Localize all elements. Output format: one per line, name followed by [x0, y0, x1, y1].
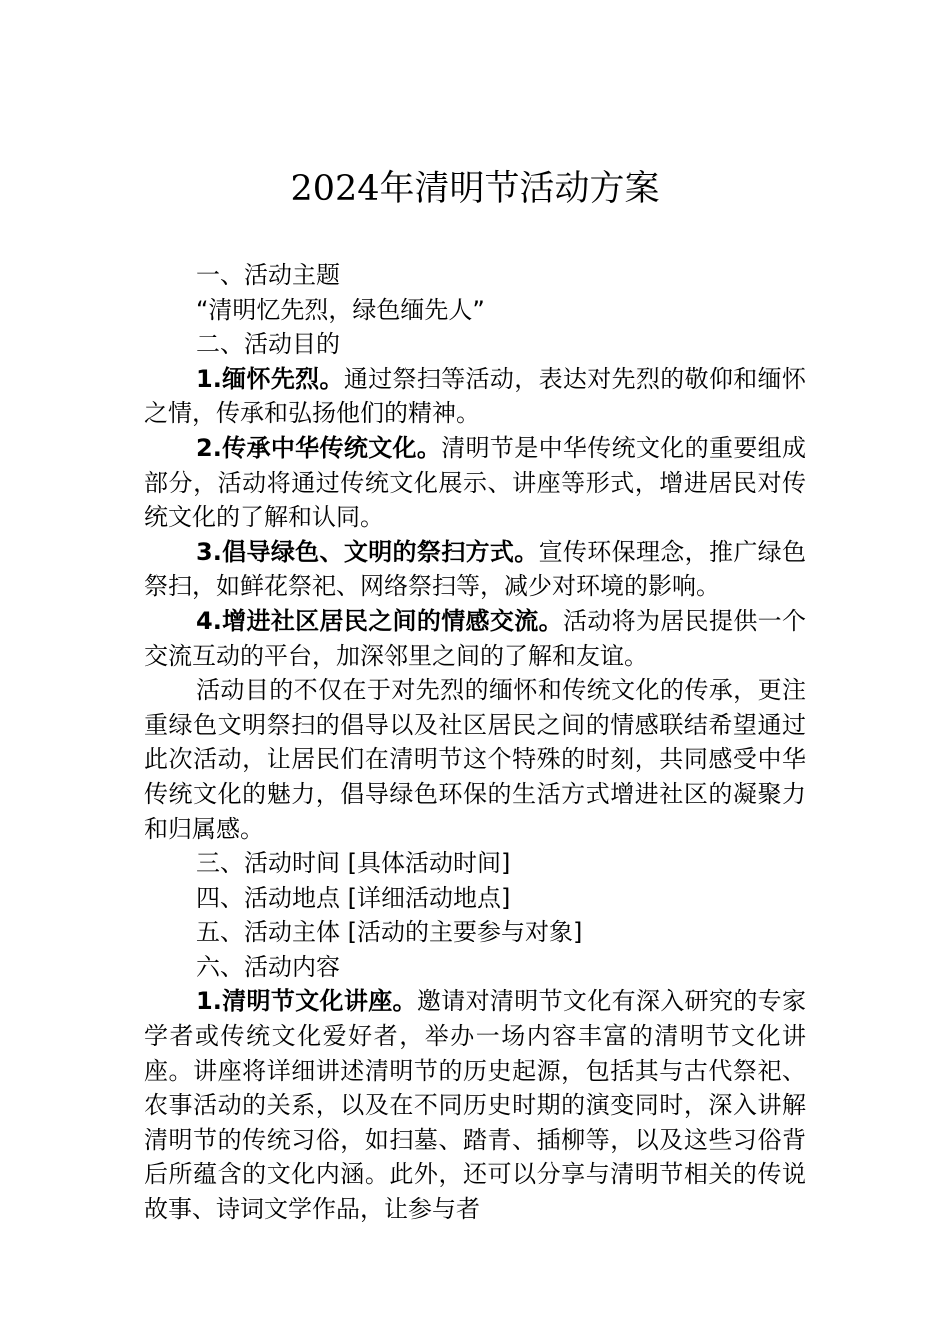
document-title: 2024年清明节活动方案	[290, 169, 660, 209]
paragraph-text: 宣传环保理念，推广绿色祭扫，如鲜花祭祀、网络祭扫等，减少对环境的影响。	[144, 537, 806, 601]
paragraph	[144, 327, 806, 362]
paragraph-bold-lead: 2.传承中华传统文化。	[196, 433, 442, 462]
paragraph-text: 二、活动目的	[196, 330, 340, 359]
paragraph-text: 邀请对清明节文化有深入研究的专家学者或传统文化爱好者，举办一场内容丰富的清明节文化讲座。讲座将详细讲述清明节的历史起源，包括其与古代祭祀、农事活动的关系，以及在不同历史时期的演变同时，深入讲解清明节的传统习俗，如扫墓、踏青、插柳等，以及这些习俗背后所蕴含的文化内涵。此外，还可以分享与清明节相关的传说故事、诗词文学作品，让参与者	[144, 987, 806, 1224]
paragraph-bold-lead: 1.清明节文化讲座。	[196, 987, 417, 1016]
paragraph	[144, 915, 806, 950]
paragraph	[144, 362, 806, 431]
paragraph-text: 五、活动主体 [活动的主要参与对象]	[196, 918, 583, 947]
paragraph-text: 活动将为居民提供一个交流互动的平台，加深邻里之间的了解和友谊。	[144, 606, 807, 670]
paragraph-text: 三、活动时间 [具体活动时间]	[196, 849, 511, 878]
paragraph	[144, 293, 806, 328]
paragraph	[144, 673, 806, 846]
paragraph	[144, 846, 806, 881]
paragraph	[144, 604, 806, 673]
paragraph	[144, 258, 806, 293]
paragraph	[144, 984, 806, 1226]
paragraph-bold-lead: 1.缅怀先烈。	[196, 364, 344, 393]
paragraph-bold-lead: 3.倡导绿色、文明的祭扫方式。	[196, 537, 539, 566]
paragraph-text: “清明忆先烈，绿色缅先人”	[196, 295, 485, 324]
paragraph-text: 清明节是中华传统文化的重要组成部分，活动将通过传统文化展示、讲座等形式，增进居民对传统文化的了解和认同。	[144, 433, 807, 532]
paragraph	[144, 431, 806, 535]
paragraph-text: 一、活动主题	[196, 261, 340, 289]
paragraph	[144, 950, 806, 985]
paragraph-text: 通过祭扫等活动，表达对先烈的敬仰和缅怀之情，传承和弘扬他们的精神。	[144, 364, 806, 428]
paragraph-text: 活动目的不仅在于对先烈的缅怀和传统文化的传承，更注重绿色文明祭扫的倡导以及社区居民之间的情感联结希望通过此次活动，让居民们在清明节这个特殊的时刻，共同感受中华传统文化的魅力，倡导绿色环保的生活方式增进社区的凝聚力和归属感。	[144, 676, 806, 843]
paragraph-bold-lead: 4.增进社区居民之间的情感交流。	[196, 606, 563, 635]
document-body	[144, 258, 806, 1227]
paragraph-text: 四、活动地点 [详细活动地点]	[196, 883, 511, 912]
paragraph	[144, 535, 806, 604]
paragraph	[144, 881, 806, 916]
paragraph-text: 六、活动内容	[196, 952, 340, 981]
